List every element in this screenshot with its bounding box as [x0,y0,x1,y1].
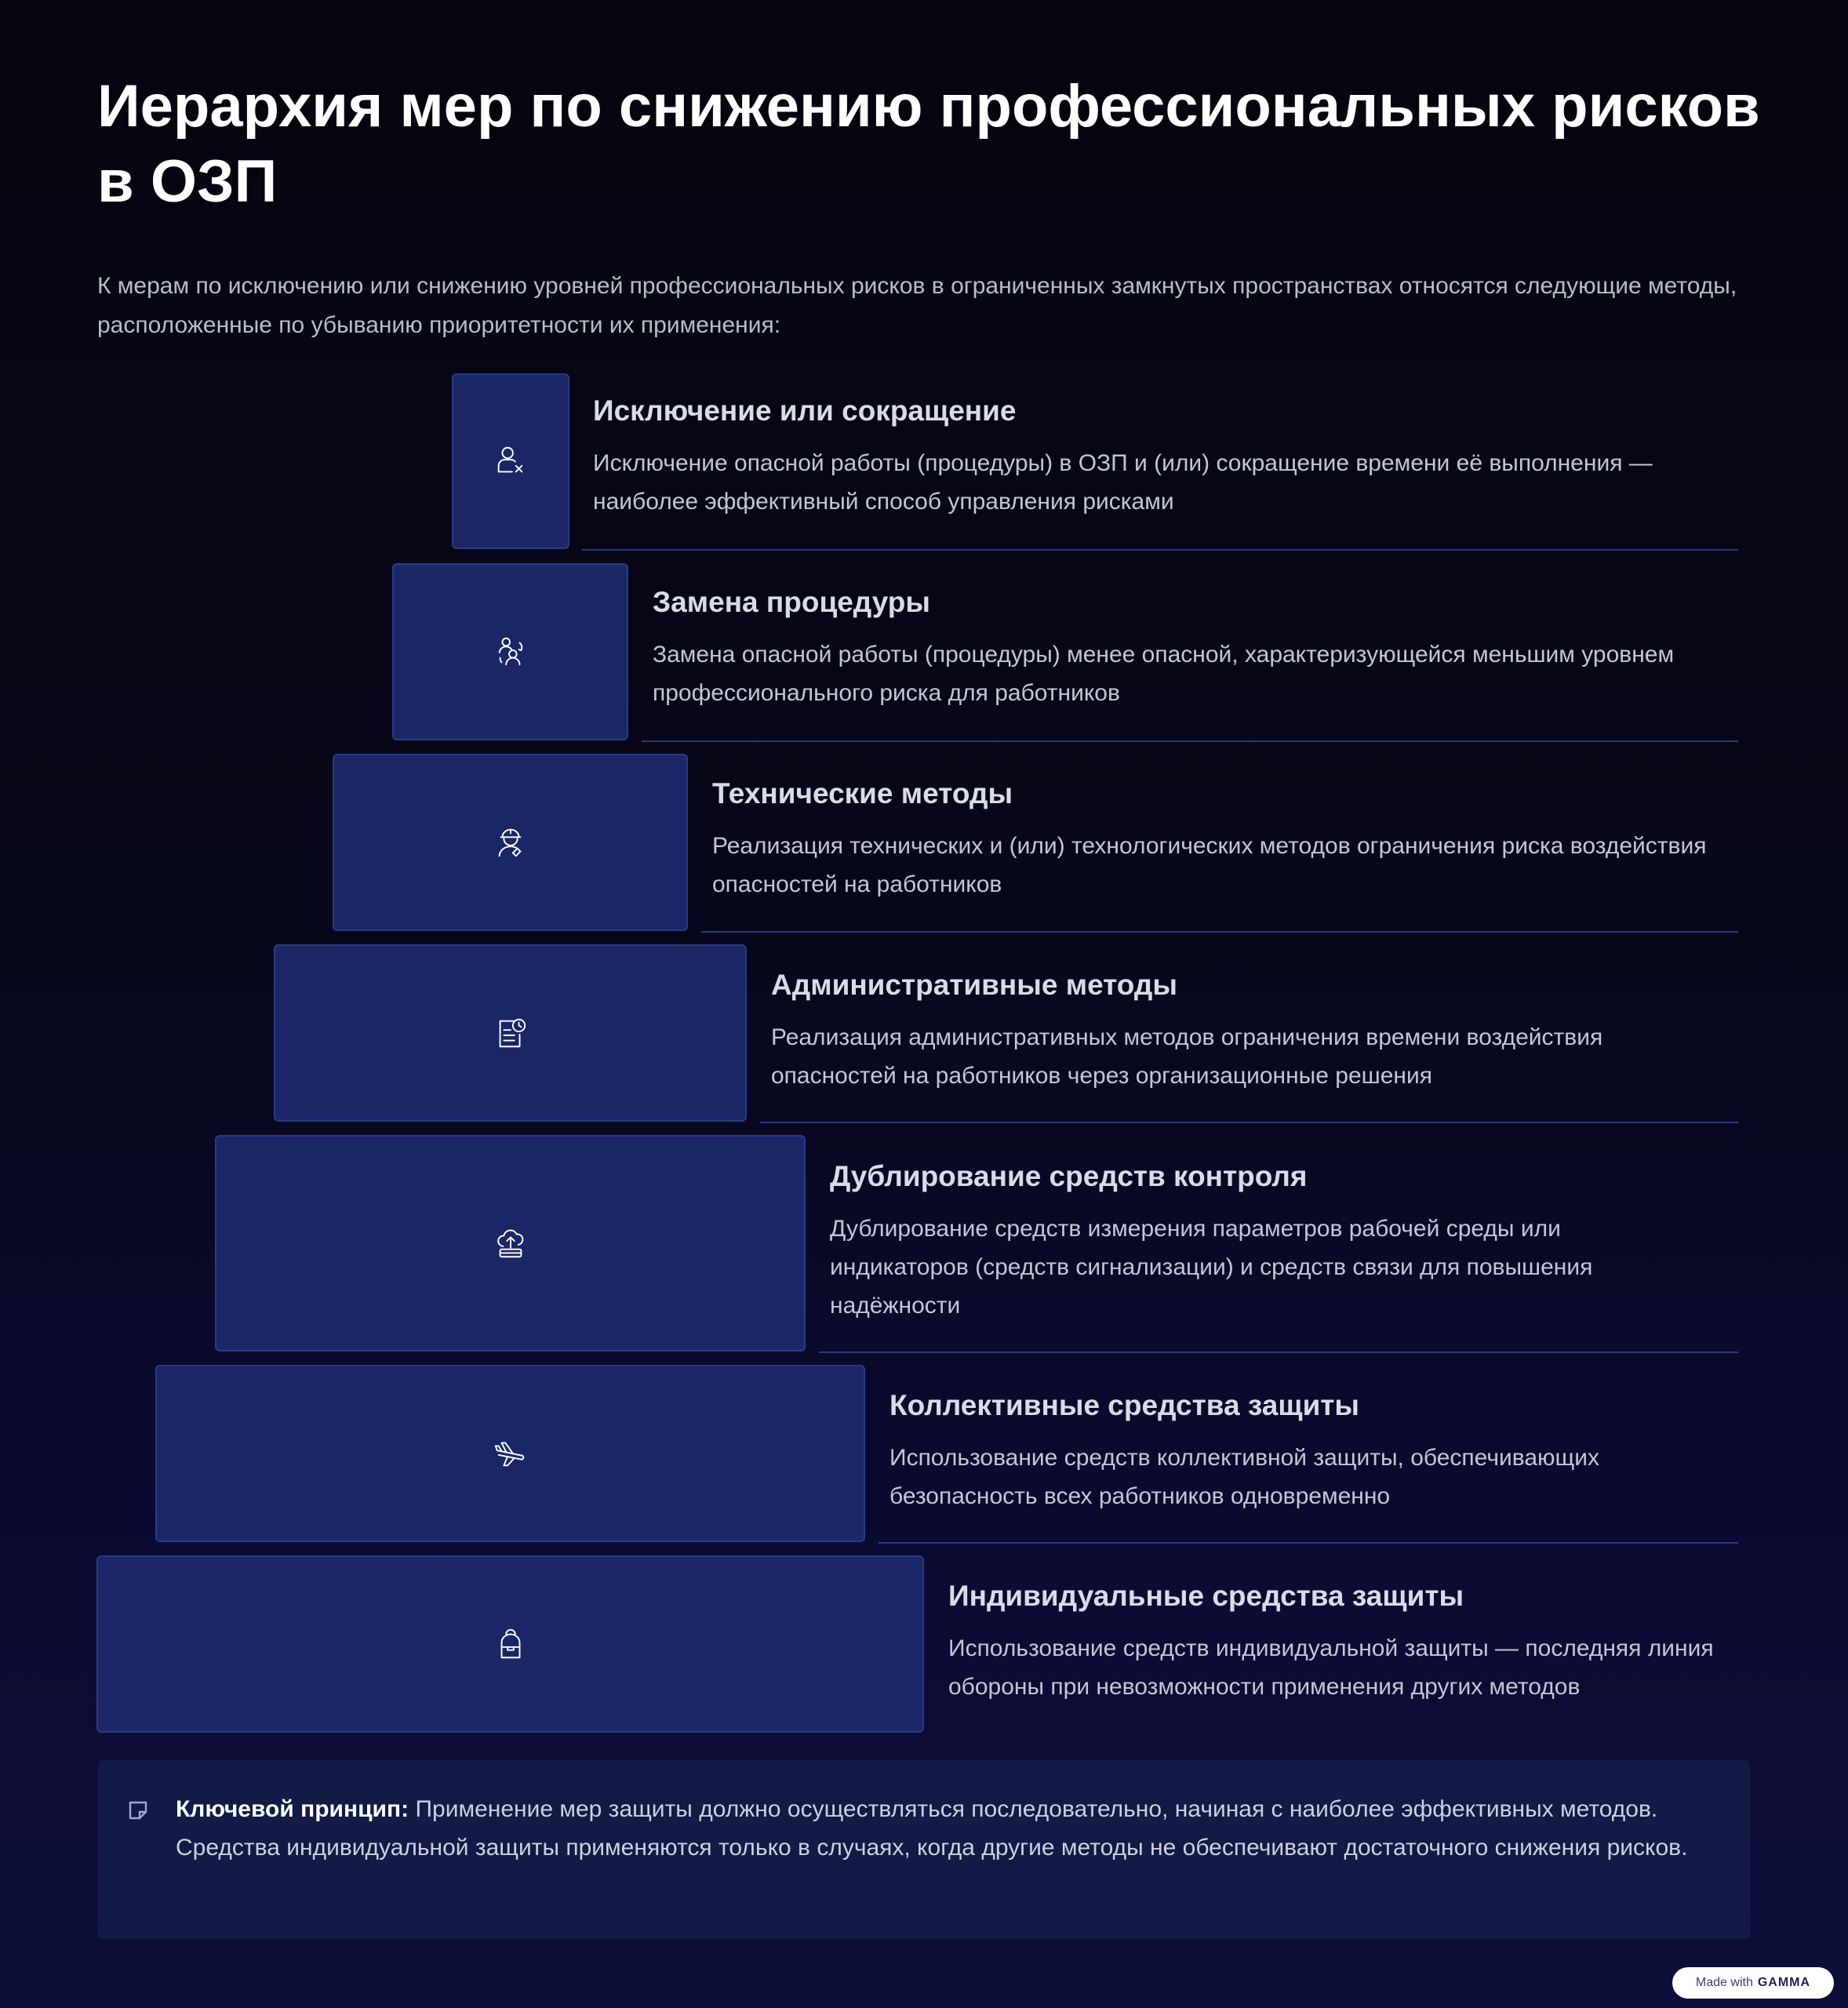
intro-text: К мерам по исключению или снижению уровней профессиональных рисков в ограниченных замкнутых пространствах относятся следующие методы, расположенные по убыванию приоритетности их применения: [97,273,1737,338]
step-description: Замена опасной работы (процедуры) менее опасной, характеризующейся меньшим уровнем профессионального риска для работников [653,642,1675,706]
step-text-1 [593,392,1722,521]
step-box-4 [274,944,747,1122]
badge-prefix: Made with [1695,1976,1753,1989]
step-text-7 [948,1577,1733,1706]
step-box-3 [333,754,688,931]
step-title: Коллективные средства защиты [889,1389,1360,1421]
step-box-2 [392,563,628,740]
worker-helmet-icon [493,824,529,860]
step-divider [582,549,1738,551]
step-divider [760,1122,1738,1123]
people-swap-icon [493,634,529,670]
backpack-icon [493,1626,529,1662]
made-with-gamma-badge[interactable] [1672,1967,1834,1999]
step-description: Реализация административных методов ограничения времени воздействия опасностей на работников через организационные решения [771,1024,1603,1089]
step-divider [701,931,1738,933]
step-title: Замена процедуры [653,586,931,618]
step-description: Использование средств индивидуальной защиты — последняя линия обороны при невозможности применения других методов [948,1635,1714,1700]
step-text-3 [712,775,1732,904]
step-description: Исключение опасной работы (процедуры) в ОЗП и (или) сокращение времени её выполнения — наиболее эффективный способ управления рисками [593,450,1653,515]
step-divider [642,740,1738,742]
document-clock-icon [493,1015,529,1051]
step-description: Дублирование средств измерения параметров рабочей среды или индикаторов (средств сигнализации) и средств связи для повышения надёжности [830,1216,1593,1319]
step-text-2 [653,584,1727,712]
cloud-upload-server-icon [493,1225,529,1261]
step-title: Административные методы [771,969,1177,1001]
step-box-1 [452,373,569,549]
step-description: Реализация технических и (или) технологических методов ограничения риска воздействия опасностей на работников [712,833,1707,897]
step-text-5 [830,1158,1685,1325]
step-box-7 [96,1555,924,1733]
person-remove-icon [493,443,529,479]
step-box-6 [155,1365,865,1542]
callout-text [176,1790,1729,1867]
step-title: Индивидуальные средства защиты [948,1580,1464,1612]
step-divider [879,1542,1738,1544]
page-title: Иерархия мер по снижению профессиональных рисков в ОЗП [97,73,1760,215]
callout-label: Ключевой принцип: [176,1796,409,1822]
step-box-5 [215,1135,806,1351]
gamma-logo: GAMMA [1757,1976,1811,1989]
step-description: Использование средств коллективной защиты, обеспечивающих безопасность всех работников одновременно [889,1445,1599,1509]
step-title: Дублирование средств контроля [830,1160,1308,1192]
key-principle-callout [97,1760,1751,1939]
note-icon [126,1798,151,1823]
airplane-icon [493,1435,529,1471]
step-title: Технические методы [712,777,1013,809]
step-divider [819,1351,1738,1353]
step-title: Исключение или сокращение [593,395,1017,427]
callout-body: Применение мер защиты должно осуществляться последовательно, начиная с наиболее эффективных методов. Средства индивидуальной защиты применяются только в случаях, когда другие методы не обеспечивают достаточного снижения рисков. [176,1796,1688,1861]
step-text-6 [889,1387,1721,1515]
step-text-4 [771,966,1728,1095]
